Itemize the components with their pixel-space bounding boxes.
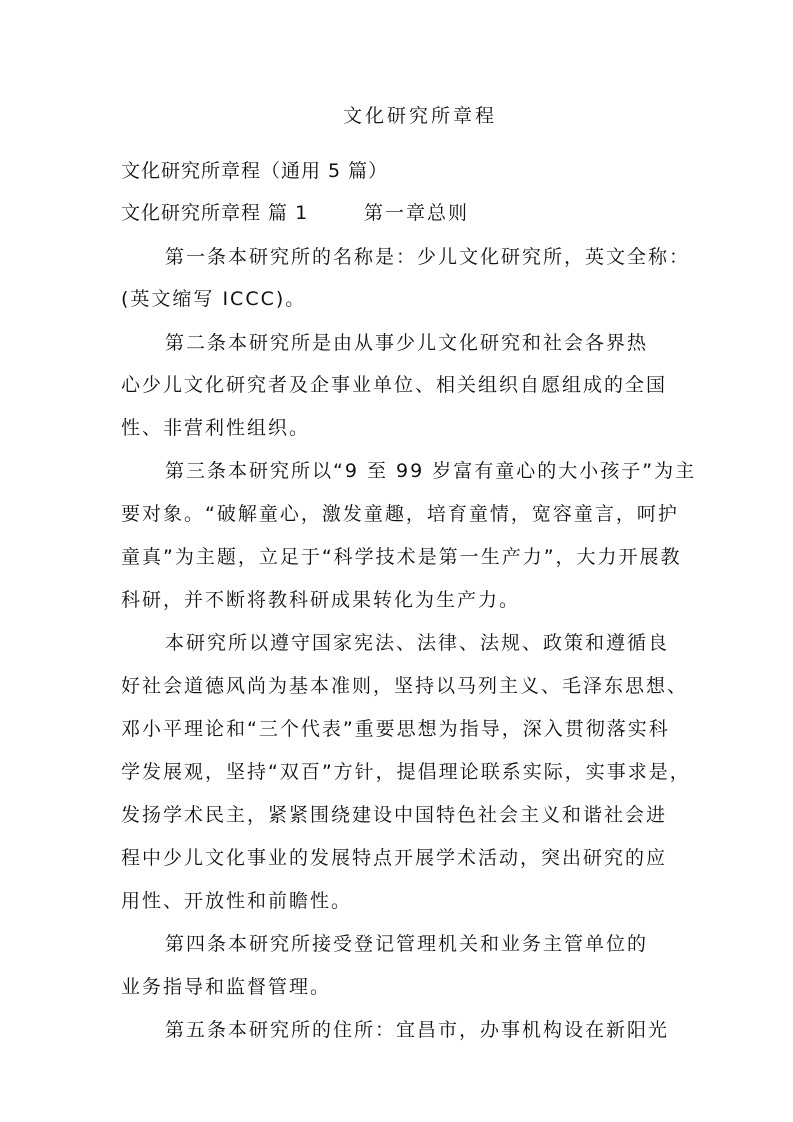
- text-line: 第二条本研究所是由从事少儿文化研究和社会各界热: [165, 332, 649, 354]
- document-subtitle: 文化研究所章程（通用 5 篇）: [121, 160, 389, 182]
- text-line: 心少儿文化研究者及企事业单位、相关组织自愿组成的全国: [121, 374, 668, 396]
- text-line: 业务指导和监督管理。: [121, 976, 332, 998]
- text-line: 发扬学术民主，紧紧围绕建设中国特色社会主义和谐社会进: [121, 804, 668, 826]
- text-line: 第五条本研究所的住所：宜昌市，办事机构设在新阳光: [165, 1019, 670, 1041]
- text-line: (英文缩写 ICCC)。: [121, 288, 307, 310]
- text-line: 本研究所以遵守国家宪法、法律、法规、政策和遵循良: [165, 632, 670, 654]
- section-heading: 文化研究所章程 篇 1: [121, 202, 309, 224]
- text-line: 好社会道德风尚为基本准则，坚持以马列主义、毛泽东思想、: [121, 675, 689, 697]
- text-line: 科研，并不断将教科研成果转化为生产力。: [121, 589, 521, 611]
- text-line: 第一条本研究所的名称是：少儿文化研究所，英文全称：: [165, 246, 691, 268]
- text-line: 学发展观，坚持“双百”方针，提倡理论联系实际，实事求是，: [121, 761, 691, 783]
- text-line: 第四条本研究所接受登记管理机关和业务主管单位的: [165, 933, 649, 955]
- chapter-heading: 第一章总则: [364, 202, 470, 224]
- text-line: 第三条本研究所以“9 至 99 岁富有童心的大小孩子”为主: [165, 460, 697, 482]
- text-line: 邓小平理论和“三个代表”重要思想为指导，深入贯彻落实科: [121, 718, 670, 740]
- text-line: 性、非营利性组织。: [121, 417, 311, 439]
- text-line: 程中少儿文化事业的发展特点开展学术活动，突出研究的应: [121, 847, 668, 869]
- text-line: 用性、开放性和前瞻性。: [121, 890, 353, 912]
- text-line: 要对象。“破解童心，激发童趣，培育童情，宽容童言，呵护: [121, 503, 679, 525]
- text-line: 童真”为主题，立足于“科学技术是第一生产力”，大力开展教: [121, 546, 682, 568]
- document-title: 文化研究所章程: [342, 105, 497, 127]
